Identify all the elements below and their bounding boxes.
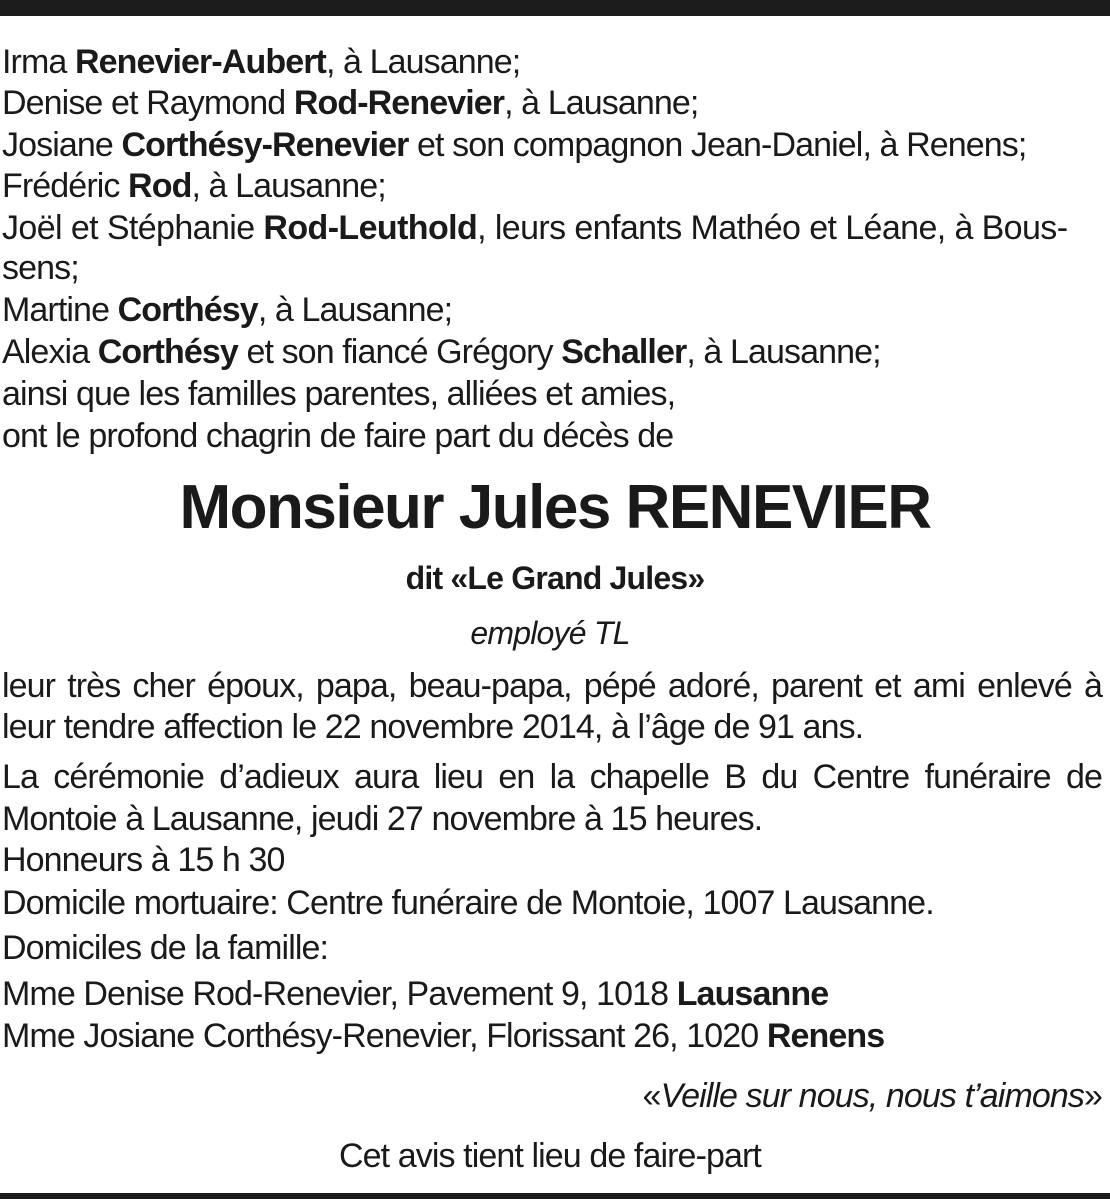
location: sens; (2, 249, 79, 287)
family-line (2, 164, 1102, 208)
family-line (2, 288, 1102, 332)
bottom-rule (0, 1193, 1110, 1199)
top-rule (0, 0, 1110, 16)
family-line (2, 330, 1102, 374)
quote-close: » (1083, 1077, 1102, 1115)
address-line (2, 1014, 1102, 1058)
surname: Corthésy-Renevier (121, 126, 409, 164)
deceased-name: Monsieur Jules RENEVIER (179, 473, 931, 542)
location: et son compagnon Jean-Daniel, à Renens; (408, 126, 1027, 164)
deceased-nickname: dit «Le Grand Jules» (405, 560, 705, 596)
family-line (2, 123, 1102, 167)
address-line (2, 972, 1102, 1016)
closing-quote (643, 1074, 1102, 1118)
location: , à Lausanne; (191, 167, 386, 205)
family-line (2, 81, 1102, 125)
body-line: Montoie à Lausanne, jeudi 27 novembre à 15 heures. (2, 800, 763, 838)
body-line: Honneurs à 15 h 30 (2, 841, 285, 879)
family-line (2, 40, 1102, 84)
surname: Rod-Renevier (293, 84, 505, 122)
quote-open: « (642, 1077, 661, 1115)
quote-text: Veille sur nous, nous t’aimons (660, 1077, 1084, 1115)
text: ainsi que les familles parentes, alliées et amies, (2, 375, 676, 413)
body-line: leur très cher époux, papa, beau-papa, pépé adoré, parent et ami enlevé à (2, 667, 1102, 705)
family-line (2, 246, 1102, 290)
given-names: Irma (2, 43, 75, 81)
surname: Rod-Leuthold (263, 209, 478, 247)
surname: Corthésy (97, 333, 238, 371)
given-names: Denise et Raymond (2, 84, 294, 122)
given-names: Frédéric (2, 167, 129, 205)
location: , leurs enfants Mathéo et Léane, à Bous- (477, 209, 1068, 247)
given-names: Alexia (2, 333, 98, 371)
text: ont le profond chagrin de faire part du décès de (2, 417, 674, 455)
family-line (2, 206, 1102, 250)
location: , à Lausanne; (686, 333, 881, 371)
location: , à Lausanne; (325, 43, 521, 81)
surname: Corthésy (117, 291, 258, 329)
deceased-occupation: employé TL (470, 615, 630, 651)
given-names: Martine (2, 291, 118, 329)
given-names: Joël et Stéphanie (2, 209, 264, 247)
body-line: La cérémonie d’adieux aura lieu en la chapelle B du Centre funéraire de (2, 758, 1102, 796)
location: , à Lausanne; (257, 291, 453, 329)
footer-note: Cet avis tient lieu de faire-part (339, 1137, 761, 1175)
given-names: et son fiancé Grégory (237, 333, 562, 371)
body-line: leur tendre affection le 22 novembre 2014, à l’âge de 91 ans. (2, 708, 864, 746)
surname: Renevier-Aubert (74, 43, 326, 81)
city: Lausanne (676, 975, 829, 1013)
address: Mme Josiane Corthésy-Renevier, Florissant 26, 1020 (2, 1017, 767, 1055)
address: Mme Denise Rod-Renevier, Pavement 9, 1018 (2, 975, 677, 1013)
location: , à Lausanne; (504, 84, 699, 122)
surname: Schaller (561, 333, 687, 371)
family-line (2, 372, 1102, 416)
body-line: Domicile mortuaire: Centre funéraire de Montoie, 1007 Lausanne. (2, 884, 934, 922)
city: Renens (766, 1017, 885, 1055)
body-line: Domiciles de la famille: (2, 929, 329, 967)
surname: Rod (128, 167, 192, 205)
family-line (2, 414, 1102, 458)
given-names: Josiane (2, 126, 122, 164)
